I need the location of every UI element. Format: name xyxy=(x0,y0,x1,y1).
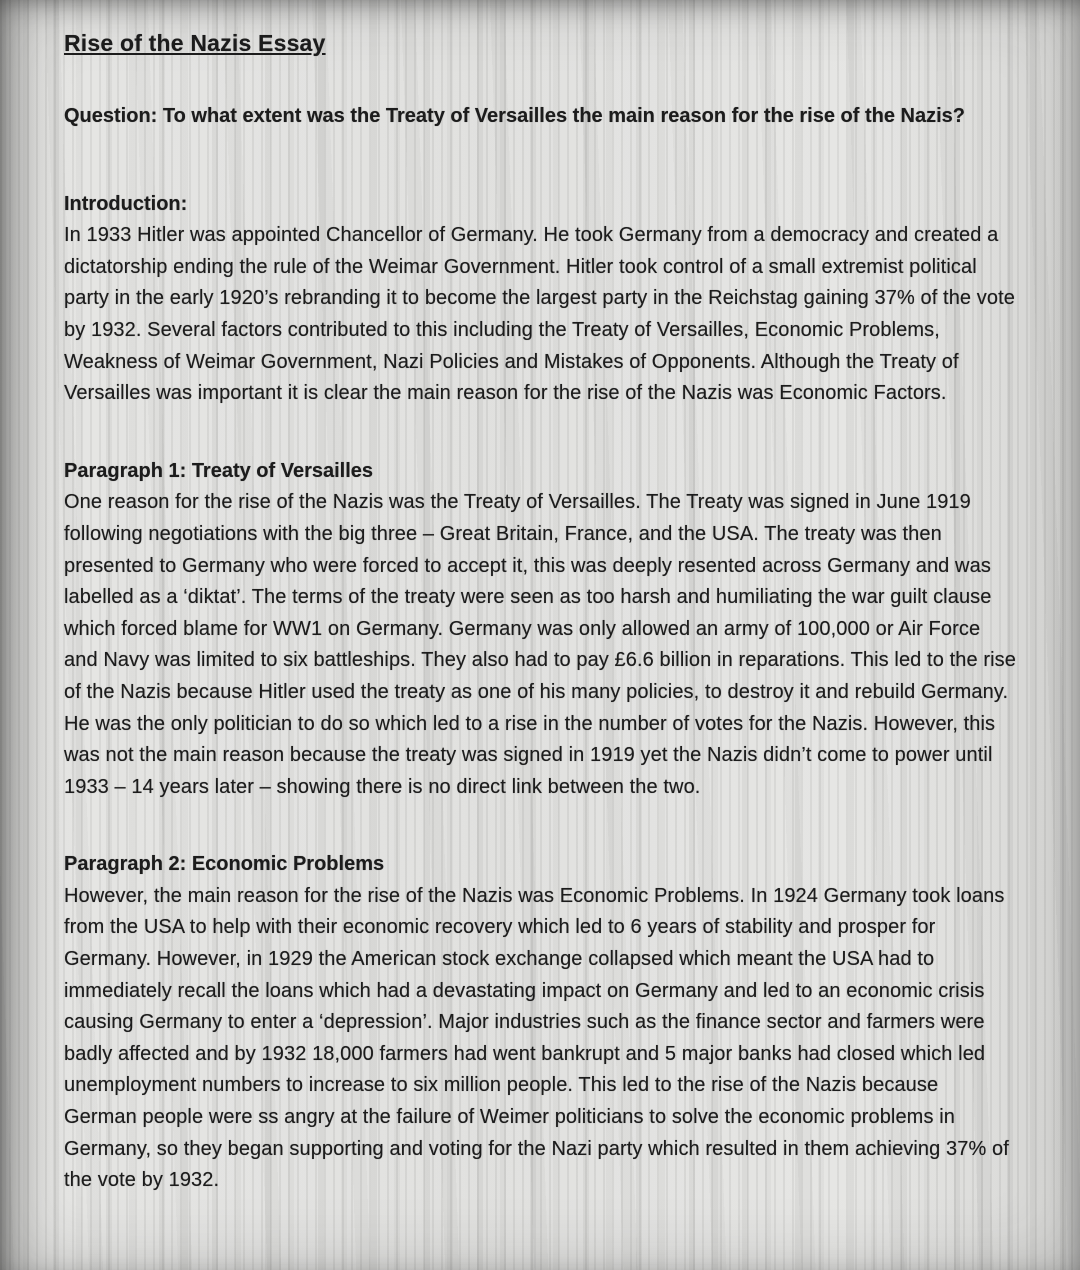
section-body-paragraph-2: However, the main reason for the rise of the Nazis was Economic Problems. In 1924 Germany took loans from the USA to help with their economic recovery which led to 6 years of stability and prosper for Germany. However, in 1929 the American stock exchange collapsed which meant the USA had to immediately recall the loans which had a devastating impact on Germany and led to an economic crisis causing Germany to enter a ‘depression’. Major industries such as the finance sector and farmers were badly affected and by 1932 18,000 farmers had went bankrupt and 5 major banks had closed which led unemployment numbers to increase to six million people. This led to the rise of the Nazis because German people were ss angry at the failure of Weimer politicians to solve the economic problems in Germany, so they began supporting and voting for the Nazi party which resulted in them achieving 37% of the vote by 1932. xyxy=(64,884,1009,1192)
section-paragraph-2 xyxy=(64,849,1016,1197)
section-heading-paragraph-2: Paragraph 2: Economic Problems xyxy=(64,853,385,876)
section-heading-introduction: Introduction: xyxy=(64,192,188,215)
section-heading-paragraph-1: Paragraph 1: Treaty of Versailles xyxy=(64,459,374,482)
essay-question: Question: To what extent was the Treaty of Versailles the main reason for the rise of the Nazis? xyxy=(64,105,965,127)
section-introduction xyxy=(64,189,1016,410)
section-body-introduction: In 1933 Hitler was appointed Chancellor of Germany. He took Germany from a democracy and created a dictatorship ending the rule of the Weimar Government. Hitler took control of a small extremist political party in the early 1920’s rebranding it to become the largest party in the Reichstag gaining 37% of the vote by 1932. Several factors contributed to this including the Treaty of Versailles, Economic Problems, Weakness of Weimar Government, Nazi Policies and Mistakes of Opponents. Although the Treaty of Versailles was important it is clear the main reason for the rise of the Nazis was Economic Factors. xyxy=(64,224,1016,405)
section-body-paragraph-1: One reason for the rise of the Nazis was the Treaty of Versailles. The Treaty was signed in June 1919 following negotiations with the big three – Great Britain, France, and the USA. The treaty was then presented to Germany who were forced to accept it, this was deeply resented across Germany and was labelled as a ‘diktat’. The terms of the treaty were seen as too harsh and humiliating the war guilt clause which forced blame for WW1 on Germany. Germany was only allowed an army of 100,000 or Air Force and Navy was limited to six battleships. They also had to pay £6.6 billion in reparations. This led to the rise of the Nazis because Hitler used the treaty as one of his many policies, to destroy it and rebuild Germany. He was the only politician to do so which led to a rise in the number of votes for the Nazis. However, this was not the main reason because the treaty was signed in 1919 yet the Nazis didn’t come to power until 1933 – 14 years later – showing there is no direct link between the two. xyxy=(64,491,1016,798)
essay-title: Rise of the Nazis Essay xyxy=(64,30,326,56)
section-paragraph-1 xyxy=(64,456,1016,804)
